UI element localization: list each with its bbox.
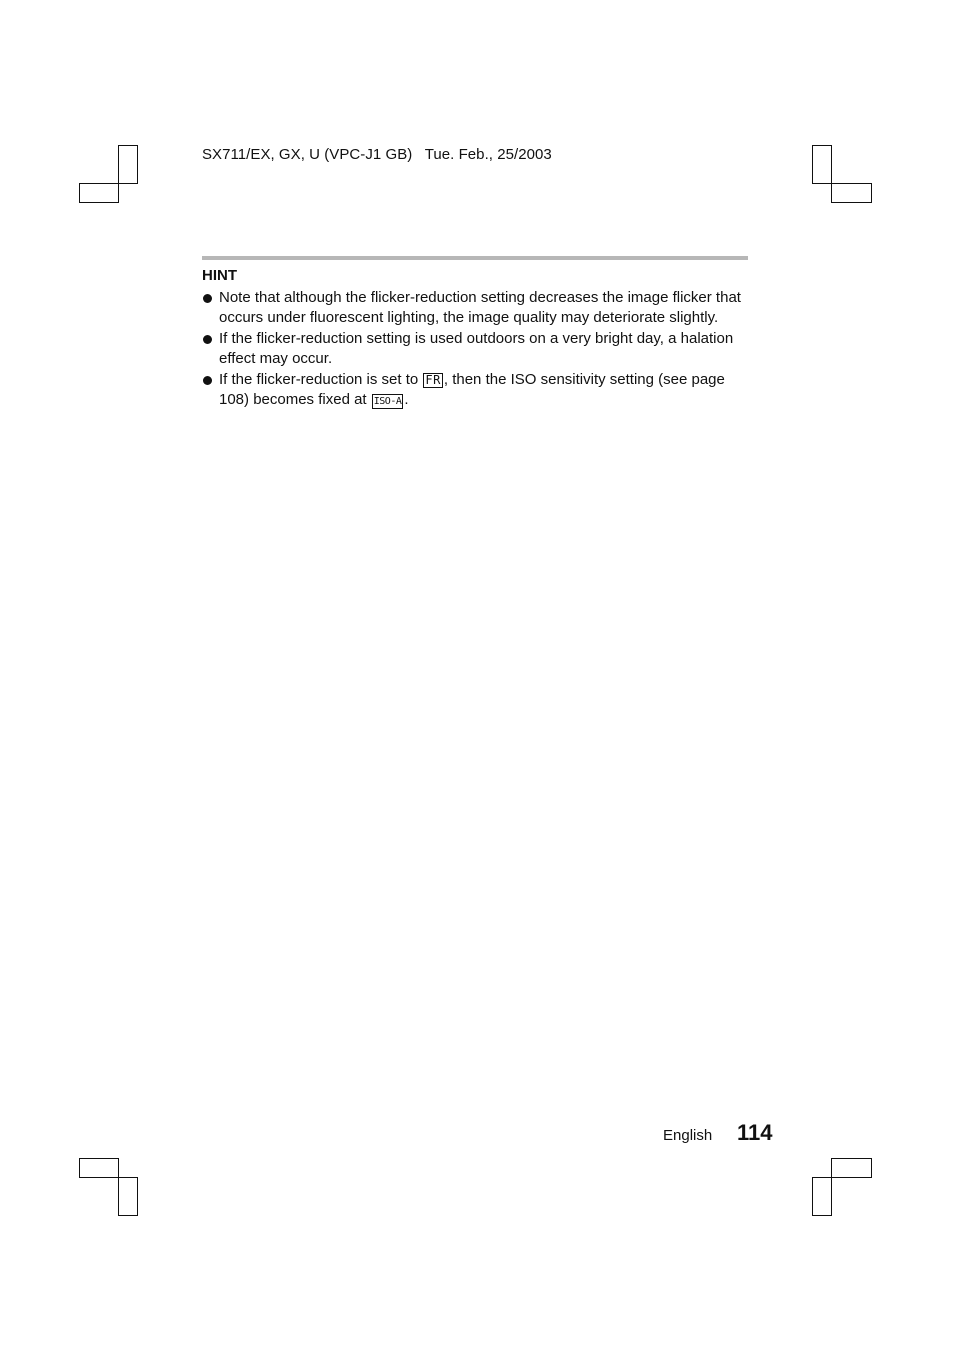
crop-mark-icon-bottom-right-b bbox=[812, 1177, 832, 1216]
document-header bbox=[202, 146, 552, 163]
hint-item-text: Note that although the flicker-reduction setting decreases the image flicker that occurs under fluorescent lighting, the image quality may deteriorate slightly. bbox=[219, 289, 741, 326]
bullet-dot-icon bbox=[203, 376, 212, 385]
hint-list bbox=[202, 288, 748, 411]
crop-mark-icon-top-left-b bbox=[79, 183, 119, 203]
footer-language: English bbox=[663, 1127, 713, 1144]
iso-auto-lcd-icon: ISO-A bbox=[373, 396, 402, 407]
hint-item-text: If the flicker-reduction setting is used outdoors on a very bright day, a halation effect may occur. bbox=[219, 330, 734, 367]
fr-lcd-icon: FR bbox=[425, 373, 441, 387]
header-model: SX711/EX, GX, U (VPC-J1 GB) bbox=[202, 146, 413, 163]
list-item bbox=[202, 288, 748, 328]
bullet-dot-icon bbox=[203, 294, 212, 303]
crop-mark-icon-top-right-a bbox=[812, 145, 832, 184]
crop-mark-icon-bottom-right-a bbox=[831, 1158, 872, 1178]
crop-mark-icon-bottom-left-a bbox=[79, 1158, 119, 1178]
page-number: 114 bbox=[737, 1120, 773, 1145]
list-item bbox=[202, 370, 748, 410]
list-item bbox=[202, 329, 748, 369]
hint-item-text-after: . bbox=[404, 391, 409, 408]
crop-mark-icon-top-right-b bbox=[831, 183, 872, 203]
bullet-dot-icon bbox=[203, 335, 212, 344]
header-date: Tue. Feb., 25/2003 bbox=[424, 146, 552, 163]
hint-title: HINT bbox=[202, 267, 237, 284]
section-divider bbox=[202, 256, 748, 260]
hint-item-text-middle: , then the ISO sensitivity setting (see page 108) becomes fixed at bbox=[219, 371, 725, 408]
crop-mark-icon-top-left-a bbox=[118, 145, 138, 184]
hint-item-text-before: If the flicker-reduction is set to bbox=[219, 371, 423, 388]
crop-mark-icon-bottom-left-b bbox=[118, 1177, 138, 1216]
